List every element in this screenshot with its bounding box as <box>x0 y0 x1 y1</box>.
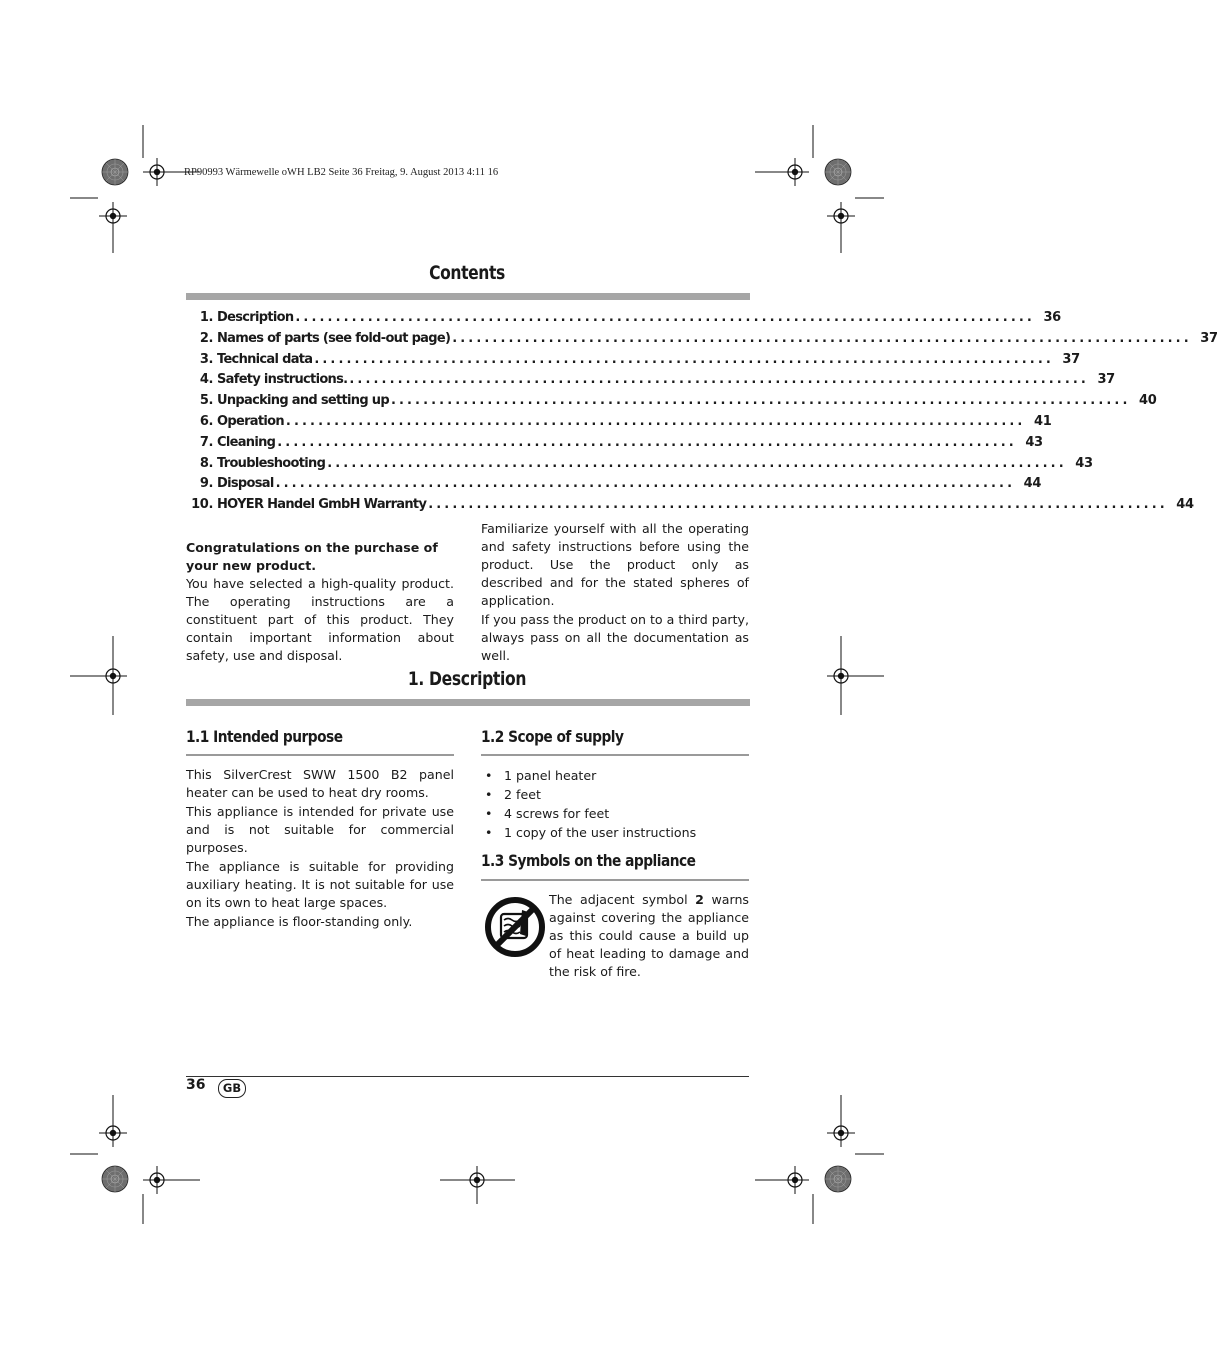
toc-entry-title: HOYER Handel GmbH Warranty <box>217 497 427 513</box>
toc-leader: ............................................................................................ <box>428 497 1168 513</box>
list-item: • 1 copy of the user instructions <box>481 823 749 842</box>
toc-leader: ............................................................................................ <box>277 434 1017 450</box>
toc-entry-page: 43 <box>1075 455 1093 471</box>
intro-heading: Congratulations on the purchase of your new product. <box>186 540 438 573</box>
toc-entry-page: 36 <box>1043 310 1061 325</box>
intended-purpose-heading: 1.1 Intended purpose <box>186 727 343 746</box>
toc-leader: ............................................................................................ <box>295 310 1035 325</box>
toc-entry[interactable]: 3. Technical data ............................................................................................ 37 <box>199 351 1080 367</box>
intro-right-text-1: Familiarize yourself with all the operating and safety instructions before using the product. Use the product only as described and for the stated spheres of application. <box>481 521 749 608</box>
contents-title: Contents <box>429 262 505 284</box>
intended-purpose-body <box>186 766 454 931</box>
toc-entry-page: 37 <box>1200 330 1218 346</box>
toc-entry-title: Disposal <box>217 476 274 492</box>
toc-leader: ............................................................................................ <box>349 372 1089 388</box>
list-item: • 1 panel heater <box>481 766 749 785</box>
toc-entry-page: 44 <box>1176 497 1194 513</box>
symbols-rule <box>481 879 749 881</box>
description-rule <box>186 699 750 706</box>
list-item: • 4 screws for feet <box>481 804 749 823</box>
toc-entry[interactable]: 6. Operation ............................................................................................ 41 <box>199 413 1052 429</box>
toc-entry[interactable]: 5. Unpacking and setting up ............................................................................................ 40 <box>199 393 1157 409</box>
toc-entry-page: 37 <box>1062 351 1080 367</box>
toc-entry-page: 37 <box>1097 372 1115 388</box>
toc-entry-title: Safety instructions. <box>217 372 348 388</box>
intro-left-column <box>186 539 454 665</box>
description-title: 1. Description <box>407 668 527 690</box>
toc-entry-title: Troubleshooting <box>217 455 326 471</box>
language-badge: GB <box>218 1079 246 1098</box>
toc-entry[interactable]: 2. Names of parts (see fold-out page) ............................................................................................ 37 <box>199 330 1218 346</box>
toc-leader: ............................................................................................ <box>314 351 1054 367</box>
toc-entry-title: Names of parts (see fold-out page) <box>217 330 451 346</box>
toc-entry[interactable]: 4. Safety instructions. ............................................................................................ 37 <box>199 372 1115 388</box>
symbol-number: 2 <box>695 892 704 907</box>
page-number: 36 <box>186 1077 206 1093</box>
table-of-contents <box>186 310 1218 518</box>
toc-leader: ............................................................................................ <box>285 413 1026 429</box>
intended-purpose-p2: This appliance is intended for private use and is not suitable for commercial purposes. <box>186 804 454 855</box>
toc-entry[interactable]: 9. Disposal ............................................................................................ 44 <box>199 476 1042 492</box>
intended-purpose-rule <box>186 754 454 756</box>
toc-entry-page: 43 <box>1025 434 1043 450</box>
intro-right-text-2: If you pass the product on to a third party, always pass on all the documentation as well. <box>481 612 749 663</box>
toc-entry-title: Unpacking and setting up <box>217 393 389 409</box>
intro-left-text: You have selected a high-quality product. The operating instructions are a constituent part of this product. They contain important information about safety, use and disposal. <box>186 576 454 663</box>
toc-entry-title: Cleaning <box>217 434 276 450</box>
symbols-heading: 1.3 Symbols on the appliance <box>481 851 696 870</box>
footer-rule <box>186 1076 749 1077</box>
scope-of-supply-rule <box>481 754 749 756</box>
toc-entry[interactable]: 7. Cleaning ............................................................................................ 43 <box>199 434 1043 450</box>
print-header: RP90993 Wärmewelle oWH LB2 Seite 36 Freitag, 9. August 2013 4:11 16 <box>184 167 499 178</box>
do-not-cover-icon <box>484 896 546 958</box>
toc-leader: ............................................................................................ <box>327 455 1067 471</box>
toc-entry-page: 40 <box>1138 393 1157 409</box>
toc-leader: ............................................................................................ <box>275 476 1016 492</box>
scope-of-supply-heading: 1.2 Scope of supply <box>481 727 624 746</box>
intended-purpose-p3: The appliance is suitable for providing auxiliary heating. It is not suitable for use on its own to heat large spaces. <box>186 859 454 910</box>
intro-right-column <box>481 520 749 665</box>
contents-rule <box>186 293 750 300</box>
toc-entry[interactable]: 8. Troubleshooting ............................................................................................ 43 <box>199 455 1093 471</box>
intended-purpose-p1: This SilverCrest SWW 1500 B2 panel heater can be used to heat dry rooms. <box>186 767 454 800</box>
toc-leader: ............................................................................................ <box>390 393 1131 409</box>
toc-entry-title: Description <box>217 310 294 325</box>
toc-entry[interactable]: 10. HOYER Handel GmbH Warranty ............................................................................................ 44 <box>191 497 1194 513</box>
toc-entry-page: 41 <box>1033 413 1052 429</box>
scope-of-supply-list <box>481 766 749 842</box>
toc-entry[interactable]: 1. Description ............................................................................................ 36 <box>199 310 1061 325</box>
toc-entry-page: 44 <box>1023 476 1042 492</box>
list-item: • 2 feet <box>481 785 749 804</box>
intended-purpose-p4: The appliance is floor-standing only. <box>186 914 413 929</box>
toc-entry-title: Operation <box>217 413 284 429</box>
toc-leader: ............................................................................................ <box>452 330 1192 346</box>
symbols-text: The adjacent symbol 2 warns against covering the appliance as this could cause a build up of heat leading to damage and the risk of fire. <box>549 892 749 979</box>
toc-entry-title: Technical data <box>217 351 313 367</box>
